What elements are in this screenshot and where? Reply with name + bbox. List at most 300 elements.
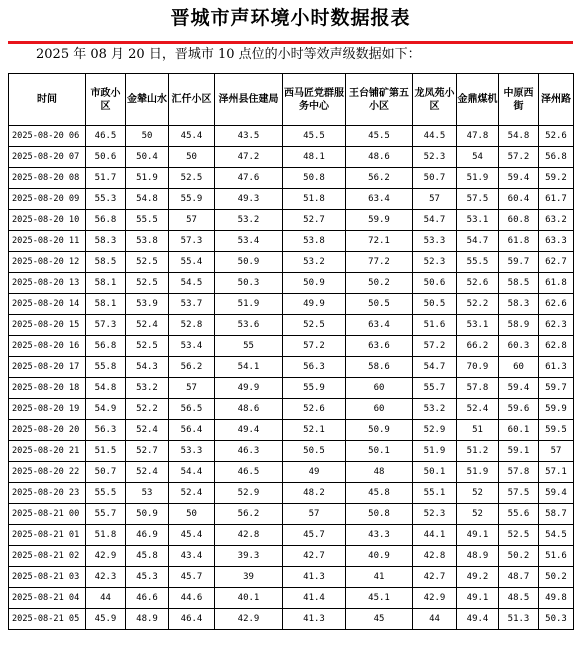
table-row bbox=[9, 420, 574, 441]
table-row bbox=[9, 189, 574, 210]
noise-value-cell: 52.4 bbox=[126, 315, 169, 336]
noise-value-cell: 53.9 bbox=[126, 294, 169, 315]
noise-value-cell: 49.2 bbox=[457, 567, 499, 588]
noise-value-cell: 41.3 bbox=[283, 567, 346, 588]
noise-value-cell: 54.7 bbox=[457, 231, 499, 252]
noise-value-cell: 44.1 bbox=[413, 525, 457, 546]
noise-value-cell: 42.9 bbox=[86, 546, 126, 567]
noise-value-cell: 58.5 bbox=[86, 252, 126, 273]
noise-value-cell: 53.2 bbox=[126, 378, 169, 399]
noise-value-cell: 59.9 bbox=[539, 399, 574, 420]
noise-value-cell: 55.9 bbox=[169, 189, 215, 210]
noise-value-cell: 56.8 bbox=[86, 210, 126, 231]
noise-value-cell: 45.8 bbox=[346, 483, 413, 504]
time-cell: 2025-08-20 13 bbox=[9, 273, 86, 294]
noise-value-cell: 54.7 bbox=[413, 357, 457, 378]
noise-value-cell: 56.8 bbox=[539, 147, 574, 168]
noise-value-cell: 48 bbox=[346, 462, 413, 483]
noise-value-cell: 52 bbox=[457, 483, 499, 504]
noise-value-cell: 55.7 bbox=[413, 378, 457, 399]
noise-value-cell: 54.7 bbox=[413, 210, 457, 231]
noise-value-cell: 48.7 bbox=[499, 567, 539, 588]
time-cell: 2025-08-20 10 bbox=[9, 210, 86, 231]
noise-value-cell: 55.9 bbox=[283, 378, 346, 399]
noise-value-cell: 43.4 bbox=[169, 546, 215, 567]
noise-value-cell: 53.8 bbox=[126, 231, 169, 252]
noise-value-cell: 45.8 bbox=[126, 546, 169, 567]
noise-value-cell: 46.5 bbox=[86, 126, 126, 147]
noise-value-cell: 46.3 bbox=[215, 441, 283, 462]
noise-value-cell: 51.8 bbox=[283, 189, 346, 210]
time-cell: 2025-08-20 16 bbox=[9, 336, 86, 357]
noise-value-cell: 57.5 bbox=[457, 189, 499, 210]
noise-value-cell: 63.6 bbox=[346, 336, 413, 357]
noise-value-cell: 57.2 bbox=[499, 147, 539, 168]
noise-value-cell: 52.3 bbox=[413, 147, 457, 168]
noise-value-cell: 50.9 bbox=[126, 504, 169, 525]
noise-value-cell: 50 bbox=[169, 504, 215, 525]
noise-value-cell: 44.6 bbox=[169, 588, 215, 609]
noise-value-cell: 54 bbox=[457, 147, 499, 168]
column-header-zezhou-road: 泽州路 bbox=[539, 74, 574, 126]
noise-value-cell: 50.9 bbox=[215, 252, 283, 273]
noise-value-cell: 66.2 bbox=[457, 336, 499, 357]
noise-value-cell: 56.2 bbox=[169, 357, 215, 378]
noise-value-cell: 57 bbox=[283, 504, 346, 525]
noise-value-cell: 54.5 bbox=[169, 273, 215, 294]
noise-value-cell: 42.3 bbox=[86, 567, 126, 588]
noise-value-cell: 49.4 bbox=[457, 609, 499, 630]
noise-value-cell: 62.7 bbox=[539, 252, 574, 273]
time-cell: 2025-08-20 09 bbox=[9, 189, 86, 210]
noise-value-cell: 59.6 bbox=[499, 399, 539, 420]
noise-value-cell: 52.8 bbox=[169, 315, 215, 336]
column-header-shizheng: 市政小区 bbox=[86, 74, 126, 126]
report-intro: 2025 年 08 月 20 日，晋城市 10 点位的小时等效声级数据如下： bbox=[36, 47, 421, 62]
noise-value-cell: 54.8 bbox=[126, 189, 169, 210]
noise-value-cell: 43.5 bbox=[215, 126, 283, 147]
noise-value-cell: 55 bbox=[215, 336, 283, 357]
noise-value-cell: 45.1 bbox=[346, 588, 413, 609]
time-cell: 2025-08-20 18 bbox=[9, 378, 86, 399]
noise-value-cell: 52.7 bbox=[283, 210, 346, 231]
report-title: 晋城市声环境小时数据报表 bbox=[170, 7, 411, 29]
noise-value-cell: 51.3 bbox=[499, 609, 539, 630]
noise-value-cell: 52.5 bbox=[126, 252, 169, 273]
noise-value-cell: 51.7 bbox=[86, 168, 126, 189]
noise-value-cell: 54.8 bbox=[499, 126, 539, 147]
noise-value-cell: 56.4 bbox=[169, 420, 215, 441]
noise-value-cell: 44 bbox=[86, 588, 126, 609]
noise-value-cell: 49.3 bbox=[215, 189, 283, 210]
noise-value-cell: 50.5 bbox=[346, 294, 413, 315]
table-row bbox=[9, 525, 574, 546]
noise-value-cell: 57.8 bbox=[499, 462, 539, 483]
noise-value-cell: 57.8 bbox=[457, 378, 499, 399]
noise-value-cell: 54.1 bbox=[215, 357, 283, 378]
noise-value-cell: 60.3 bbox=[499, 336, 539, 357]
noise-value-cell: 44.5 bbox=[413, 126, 457, 147]
noise-value-cell: 77.2 bbox=[346, 252, 413, 273]
noise-value-cell: 48.6 bbox=[346, 147, 413, 168]
noise-value-cell: 52.6 bbox=[457, 273, 499, 294]
noise-value-cell: 52.3 bbox=[413, 252, 457, 273]
noise-value-cell: 54.9 bbox=[86, 399, 126, 420]
noise-value-cell: 51.8 bbox=[86, 525, 126, 546]
noise-value-cell: 52.4 bbox=[169, 483, 215, 504]
time-cell: 2025-08-20 08 bbox=[9, 168, 86, 189]
noise-value-cell: 50.2 bbox=[346, 273, 413, 294]
noise-value-cell: 51.6 bbox=[413, 315, 457, 336]
noise-value-cell: 57.2 bbox=[283, 336, 346, 357]
noise-value-cell: 56.5 bbox=[169, 399, 215, 420]
time-cell: 2025-08-20 20 bbox=[9, 420, 86, 441]
table-row bbox=[9, 126, 574, 147]
noise-value-cell: 48.1 bbox=[283, 147, 346, 168]
time-cell: 2025-08-20 19 bbox=[9, 399, 86, 420]
noise-value-cell: 52.1 bbox=[283, 420, 346, 441]
noise-value-cell: 55.7 bbox=[86, 504, 126, 525]
time-cell: 2025-08-21 02 bbox=[9, 546, 86, 567]
time-cell: 2025-08-20 21 bbox=[9, 441, 86, 462]
noise-value-cell: 61.3 bbox=[539, 357, 574, 378]
noise-value-cell: 56.3 bbox=[86, 420, 126, 441]
noise-value-cell: 52.3 bbox=[413, 504, 457, 525]
table-row bbox=[9, 609, 574, 630]
column-header-huiqian: 汇仟小区 bbox=[169, 74, 215, 126]
noise-value-cell: 50.5 bbox=[283, 441, 346, 462]
noise-value-cell: 53.1 bbox=[457, 315, 499, 336]
noise-value-cell: 57 bbox=[169, 378, 215, 399]
noise-value-cell: 57.3 bbox=[86, 315, 126, 336]
noise-value-cell: 52.6 bbox=[283, 399, 346, 420]
noise-value-cell: 48.5 bbox=[499, 588, 539, 609]
noise-value-cell: 60 bbox=[346, 399, 413, 420]
noise-value-cell: 61.8 bbox=[539, 273, 574, 294]
noise-value-cell: 42.8 bbox=[215, 525, 283, 546]
column-header-time: 时间 bbox=[9, 74, 86, 126]
noise-value-cell: 53.3 bbox=[413, 231, 457, 252]
table-row bbox=[9, 168, 574, 189]
noise-value-cell: 40.9 bbox=[346, 546, 413, 567]
noise-value-cell: 58.1 bbox=[86, 273, 126, 294]
noise-value-cell: 49.4 bbox=[215, 420, 283, 441]
noise-value-cell: 46.5 bbox=[215, 462, 283, 483]
noise-value-cell: 60.1 bbox=[499, 420, 539, 441]
noise-value-cell: 58.9 bbox=[499, 315, 539, 336]
noise-value-cell: 51.9 bbox=[126, 168, 169, 189]
noise-value-cell: 58.6 bbox=[346, 357, 413, 378]
noise-value-cell: 56.8 bbox=[86, 336, 126, 357]
noise-value-cell: 49.1 bbox=[457, 525, 499, 546]
noise-value-cell: 45.3 bbox=[126, 567, 169, 588]
noise-value-cell: 59.4 bbox=[539, 483, 574, 504]
noise-value-cell: 53.6 bbox=[215, 315, 283, 336]
noise-value-cell: 57 bbox=[169, 210, 215, 231]
time-cell: 2025-08-21 01 bbox=[9, 525, 86, 546]
noise-value-cell: 46.9 bbox=[126, 525, 169, 546]
table-row bbox=[9, 231, 574, 252]
noise-value-cell: 48.6 bbox=[215, 399, 283, 420]
noise-value-cell: 55.6 bbox=[499, 504, 539, 525]
noise-value-cell: 49.8 bbox=[539, 588, 574, 609]
noise-value-cell: 56.2 bbox=[215, 504, 283, 525]
noise-value-cell: 52.4 bbox=[126, 462, 169, 483]
noise-value-cell: 46.4 bbox=[169, 609, 215, 630]
noise-value-cell: 51.6 bbox=[539, 546, 574, 567]
noise-value-cell: 53.4 bbox=[215, 231, 283, 252]
table-body bbox=[9, 126, 574, 630]
time-cell: 2025-08-20 12 bbox=[9, 252, 86, 273]
noise-value-cell: 48.9 bbox=[126, 609, 169, 630]
noise-value-cell: 42.9 bbox=[413, 588, 457, 609]
table-row bbox=[9, 357, 574, 378]
table-row bbox=[9, 273, 574, 294]
title-divider bbox=[8, 41, 573, 44]
noise-value-cell: 47.8 bbox=[457, 126, 499, 147]
noise-value-cell: 50.3 bbox=[539, 609, 574, 630]
table-row bbox=[9, 441, 574, 462]
noise-value-cell: 52.5 bbox=[283, 315, 346, 336]
noise-value-cell: 54.8 bbox=[86, 378, 126, 399]
noise-value-cell: 61.8 bbox=[499, 231, 539, 252]
noise-value-cell: 50 bbox=[169, 147, 215, 168]
table-row bbox=[9, 315, 574, 336]
noise-value-cell: 59.2 bbox=[539, 168, 574, 189]
noise-value-cell: 51.9 bbox=[457, 168, 499, 189]
noise-value-cell: 39.3 bbox=[215, 546, 283, 567]
noise-value-cell: 42.9 bbox=[215, 609, 283, 630]
noise-value-cell: 56.3 bbox=[283, 357, 346, 378]
time-cell: 2025-08-20 14 bbox=[9, 294, 86, 315]
noise-value-cell: 53.2 bbox=[215, 210, 283, 231]
noise-value-cell: 44 bbox=[413, 609, 457, 630]
noise-value-cell: 60.4 bbox=[499, 189, 539, 210]
noise-value-cell: 51.9 bbox=[215, 294, 283, 315]
noise-value-cell: 59.1 bbox=[499, 441, 539, 462]
noise-value-cell: 50.3 bbox=[215, 273, 283, 294]
noise-value-cell: 50.7 bbox=[413, 168, 457, 189]
noise-value-cell: 72.1 bbox=[346, 231, 413, 252]
noise-value-cell: 63.2 bbox=[539, 210, 574, 231]
noise-value-cell: 42.8 bbox=[413, 546, 457, 567]
noise-value-cell: 51.2 bbox=[457, 441, 499, 462]
noise-value-cell: 45.5 bbox=[346, 126, 413, 147]
noise-value-cell: 57 bbox=[539, 441, 574, 462]
noise-value-cell: 41.3 bbox=[283, 609, 346, 630]
noise-value-cell: 51.9 bbox=[413, 441, 457, 462]
noise-value-cell: 52 bbox=[457, 504, 499, 525]
noise-value-cell: 50.8 bbox=[283, 168, 346, 189]
time-cell: 2025-08-21 04 bbox=[9, 588, 86, 609]
noise-value-cell: 52.5 bbox=[169, 168, 215, 189]
table-row bbox=[9, 483, 574, 504]
noise-value-cell: 52.6 bbox=[539, 126, 574, 147]
noise-value-cell: 50.8 bbox=[346, 504, 413, 525]
column-header-jinnianshanshui: 金辇山水 bbox=[126, 74, 169, 126]
noise-value-cell: 53.2 bbox=[283, 252, 346, 273]
noise-value-cell: 62.3 bbox=[539, 315, 574, 336]
noise-value-cell: 55.3 bbox=[86, 189, 126, 210]
noise-value-cell: 48.9 bbox=[457, 546, 499, 567]
table-row bbox=[9, 147, 574, 168]
noise-value-cell: 41.4 bbox=[283, 588, 346, 609]
time-cell: 2025-08-20 07 bbox=[9, 147, 86, 168]
noise-value-cell: 45.5 bbox=[283, 126, 346, 147]
noise-value-cell: 55.5 bbox=[457, 252, 499, 273]
noise-value-cell: 50.1 bbox=[346, 441, 413, 462]
table-header-row bbox=[9, 74, 574, 126]
noise-value-cell: 47.2 bbox=[215, 147, 283, 168]
noise-value-cell: 61.7 bbox=[539, 189, 574, 210]
noise-value-cell: 57.3 bbox=[169, 231, 215, 252]
noise-value-cell: 58.7 bbox=[539, 504, 574, 525]
noise-value-cell: 62.8 bbox=[539, 336, 574, 357]
noise-value-cell: 58.3 bbox=[86, 231, 126, 252]
noise-value-cell: 54.5 bbox=[539, 525, 574, 546]
noise-value-cell: 57.2 bbox=[413, 336, 457, 357]
noise-value-cell: 52.9 bbox=[413, 420, 457, 441]
noise-value-cell: 51 bbox=[457, 420, 499, 441]
noise-value-cell: 50.9 bbox=[283, 273, 346, 294]
table-row bbox=[9, 504, 574, 525]
time-cell: 2025-08-21 05 bbox=[9, 609, 86, 630]
noise-value-cell: 49.1 bbox=[457, 588, 499, 609]
noise-value-cell: 45 bbox=[346, 609, 413, 630]
noise-value-cell: 40.1 bbox=[215, 588, 283, 609]
noise-value-cell: 59.7 bbox=[539, 378, 574, 399]
noise-value-cell: 50.7 bbox=[86, 462, 126, 483]
noise-value-cell: 53.7 bbox=[169, 294, 215, 315]
noise-value-cell: 59.4 bbox=[499, 378, 539, 399]
noise-value-cell: 58.5 bbox=[499, 273, 539, 294]
noise-value-cell: 60 bbox=[346, 378, 413, 399]
column-header-jinding: 金鼎煤机 bbox=[457, 74, 499, 126]
table-row bbox=[9, 567, 574, 588]
table-row bbox=[9, 546, 574, 567]
noise-value-cell: 50.2 bbox=[539, 567, 574, 588]
noise-value-cell: 54.3 bbox=[126, 357, 169, 378]
table-row bbox=[9, 252, 574, 273]
noise-value-cell: 59.9 bbox=[346, 210, 413, 231]
noise-value-cell: 59.4 bbox=[499, 168, 539, 189]
noise-value-cell: 47.6 bbox=[215, 168, 283, 189]
noise-value-cell: 55.4 bbox=[169, 252, 215, 273]
noise-value-cell: 63.4 bbox=[346, 315, 413, 336]
noise-value-cell: 51.5 bbox=[86, 441, 126, 462]
noise-value-cell: 59.7 bbox=[499, 252, 539, 273]
noise-value-cell: 53.8 bbox=[283, 231, 346, 252]
noise-value-cell: 52.2 bbox=[126, 399, 169, 420]
noise-value-cell: 55.5 bbox=[126, 210, 169, 231]
noise-value-cell: 57.5 bbox=[499, 483, 539, 504]
noise-value-cell: 50.5 bbox=[413, 294, 457, 315]
time-cell: 2025-08-20 15 bbox=[9, 315, 86, 336]
column-header-wangtaipu: 王台铺矿第五小区 bbox=[346, 74, 413, 126]
noise-value-cell: 56.2 bbox=[346, 168, 413, 189]
noise-value-cell: 51.9 bbox=[457, 462, 499, 483]
noise-value-cell: 70.9 bbox=[457, 357, 499, 378]
table-row bbox=[9, 462, 574, 483]
noise-value-cell: 58.3 bbox=[499, 294, 539, 315]
noise-value-cell: 49.9 bbox=[215, 378, 283, 399]
noise-value-cell: 55.1 bbox=[413, 483, 457, 504]
column-header-zhongyuan: 中原西街 bbox=[499, 74, 539, 126]
noise-value-cell: 63.4 bbox=[346, 189, 413, 210]
table-row bbox=[9, 588, 574, 609]
noise-value-cell: 50.9 bbox=[346, 420, 413, 441]
noise-value-cell: 58.1 bbox=[86, 294, 126, 315]
noise-value-cell: 42.7 bbox=[283, 546, 346, 567]
noise-value-cell: 53.2 bbox=[413, 399, 457, 420]
noise-value-cell: 43.3 bbox=[346, 525, 413, 546]
noise-value-cell: 55.5 bbox=[86, 483, 126, 504]
noise-value-cell: 50.6 bbox=[413, 273, 457, 294]
noise-value-cell: 52.9 bbox=[215, 483, 283, 504]
noise-value-cell: 60.8 bbox=[499, 210, 539, 231]
noise-value-cell: 53.1 bbox=[457, 210, 499, 231]
noise-value-cell: 50 bbox=[126, 126, 169, 147]
column-header-ximajiang: 西马匠党群服务中心 bbox=[283, 74, 346, 126]
noise-value-cell: 52.4 bbox=[126, 420, 169, 441]
table-row bbox=[9, 336, 574, 357]
noise-value-cell: 50.6 bbox=[86, 147, 126, 168]
noise-value-cell: 41 bbox=[346, 567, 413, 588]
time-cell: 2025-08-21 00 bbox=[9, 504, 86, 525]
noise-value-cell: 52.5 bbox=[126, 273, 169, 294]
noise-value-cell: 48.2 bbox=[283, 483, 346, 504]
noise-value-cell: 57 bbox=[413, 189, 457, 210]
noise-value-cell: 42.7 bbox=[413, 567, 457, 588]
noise-value-cell: 54.4 bbox=[169, 462, 215, 483]
table-row bbox=[9, 210, 574, 231]
noise-value-cell: 46.6 bbox=[126, 588, 169, 609]
noise-value-cell: 53.3 bbox=[169, 441, 215, 462]
noise-value-cell: 62.6 bbox=[539, 294, 574, 315]
noise-value-cell: 60 bbox=[499, 357, 539, 378]
table-row bbox=[9, 294, 574, 315]
noise-value-cell: 45.4 bbox=[169, 525, 215, 546]
noise-value-cell: 53.4 bbox=[169, 336, 215, 357]
noise-value-cell: 55.8 bbox=[86, 357, 126, 378]
time-cell: 2025-08-20 11 bbox=[9, 231, 86, 252]
noise-value-cell: 50.4 bbox=[126, 147, 169, 168]
time-cell: 2025-08-20 23 bbox=[9, 483, 86, 504]
time-cell: 2025-08-20 06 bbox=[9, 126, 86, 147]
noise-value-cell: 57.1 bbox=[539, 462, 574, 483]
column-header-longfengyuan: 龙凤苑小区 bbox=[413, 74, 457, 126]
noise-value-cell: 49.9 bbox=[283, 294, 346, 315]
table-row bbox=[9, 399, 574, 420]
noise-value-cell: 52.5 bbox=[499, 525, 539, 546]
noise-value-cell: 45.9 bbox=[86, 609, 126, 630]
noise-value-cell: 52.4 bbox=[457, 399, 499, 420]
noise-value-cell: 52.5 bbox=[126, 336, 169, 357]
noise-value-cell: 45.7 bbox=[283, 525, 346, 546]
time-cell: 2025-08-20 17 bbox=[9, 357, 86, 378]
noise-data-table bbox=[8, 73, 574, 630]
time-cell: 2025-08-21 03 bbox=[9, 567, 86, 588]
noise-value-cell: 45.7 bbox=[169, 567, 215, 588]
time-cell: 2025-08-20 22 bbox=[9, 462, 86, 483]
noise-value-cell: 50.1 bbox=[413, 462, 457, 483]
noise-value-cell: 59.5 bbox=[539, 420, 574, 441]
noise-data-table-container bbox=[8, 73, 573, 630]
noise-value-cell: 52.2 bbox=[457, 294, 499, 315]
noise-value-cell: 39 bbox=[215, 567, 283, 588]
table-row bbox=[9, 378, 574, 399]
noise-value-cell: 49 bbox=[283, 462, 346, 483]
